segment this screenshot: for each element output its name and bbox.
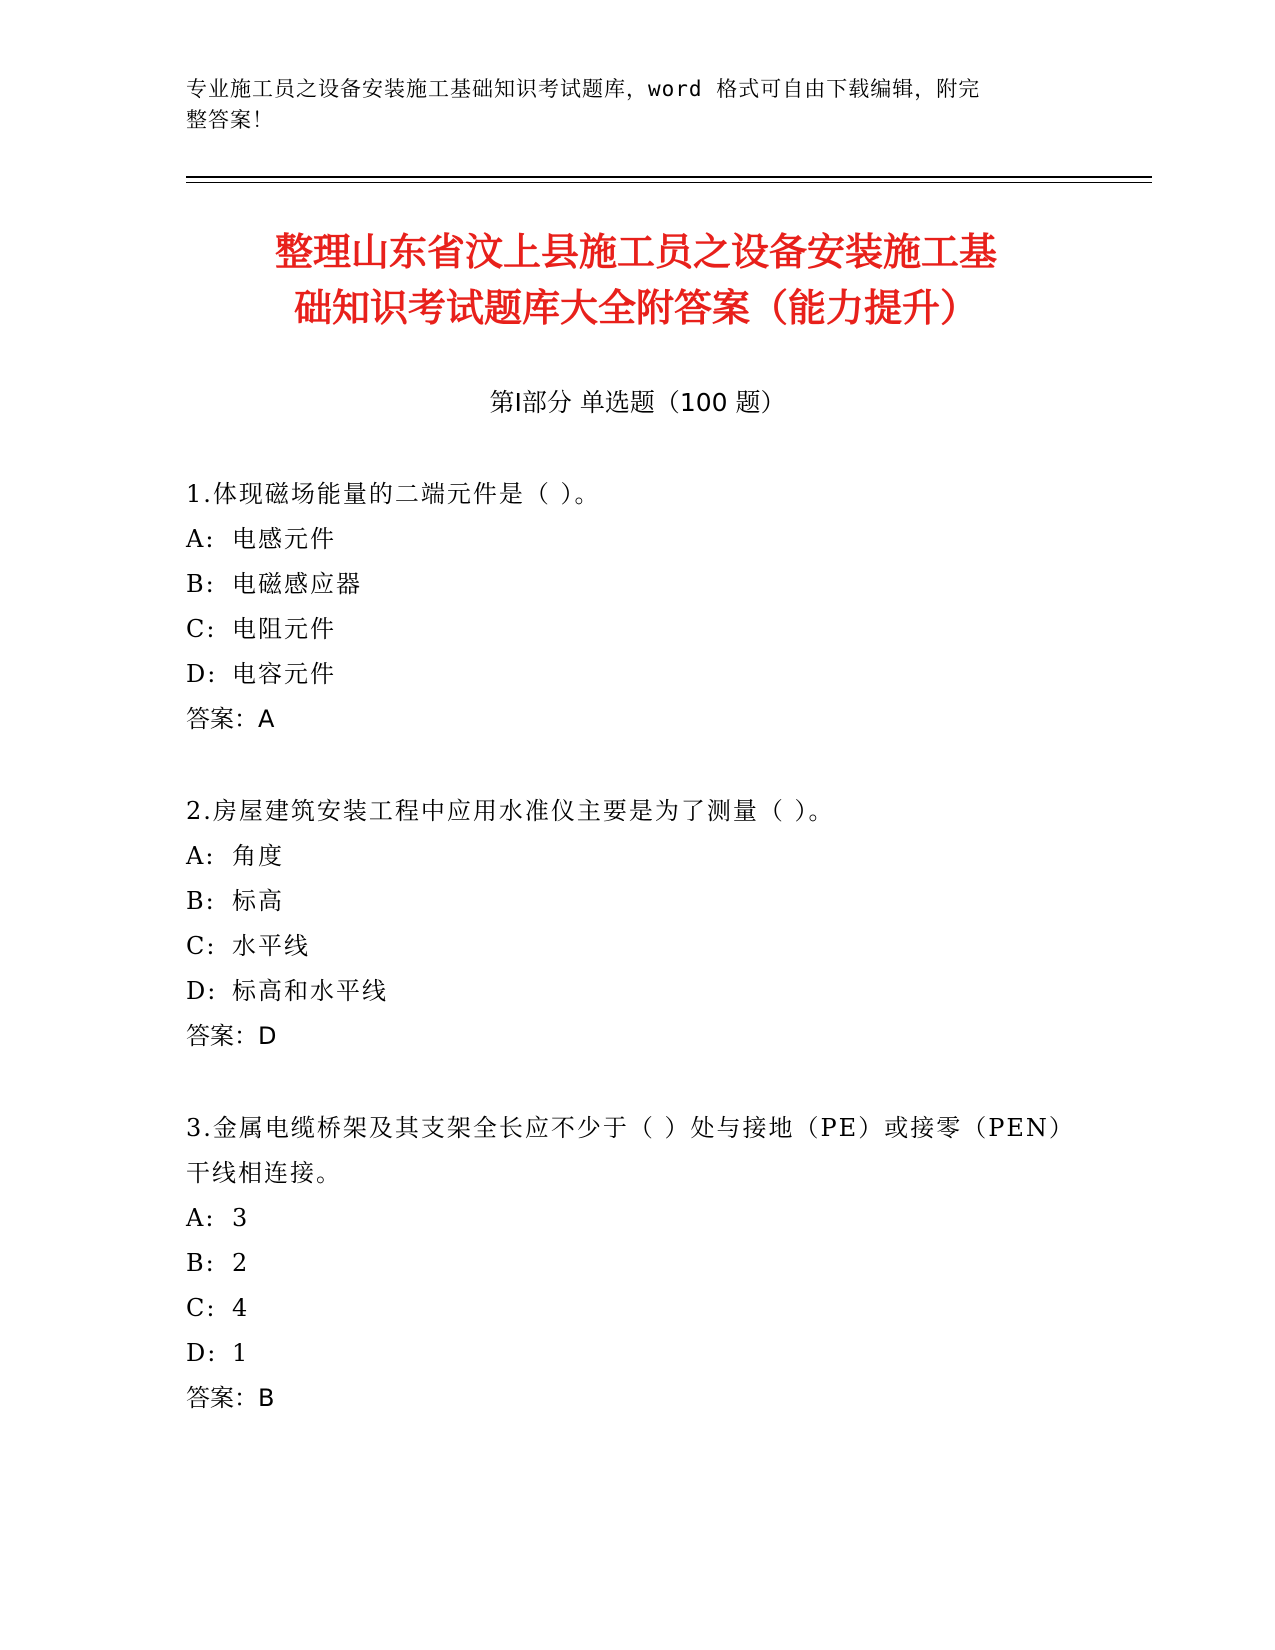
option-text: 4 [232, 1294, 250, 1322]
option-d [186, 969, 1086, 1014]
option-c [186, 924, 1086, 969]
header-divider-thin [186, 182, 1152, 183]
option-letter: B: [186, 1249, 216, 1277]
document-title-line1: 整理山东省汶上县施工员之设备安装施工基 [274, 230, 997, 274]
option-letter: C: [186, 1294, 217, 1322]
option-d [186, 652, 1086, 697]
option-letter: B: [186, 570, 216, 598]
document-title [186, 224, 1086, 336]
option-a [186, 1196, 1086, 1241]
option-c [186, 1286, 1086, 1331]
option-b [186, 562, 1086, 607]
option-text: 角度 [232, 842, 284, 870]
question-stem: 1.体现磁场能量的二端元件是（ ）。 [186, 480, 601, 508]
question-2 [186, 789, 1086, 1059]
option-c [186, 607, 1086, 652]
option-text: 水平线 [232, 932, 310, 960]
header-divider-thick [186, 176, 1152, 178]
answer-line: 答案：A [186, 705, 275, 733]
option-letter: D: [186, 1339, 218, 1367]
option-text: 3 [232, 1204, 250, 1232]
option-letter: D: [186, 660, 218, 688]
option-b [186, 879, 1086, 924]
option-letter: C: [186, 932, 217, 960]
answer-line: 答案：D [186, 1022, 277, 1050]
option-letter: A: [186, 525, 216, 553]
section-title: 第Ⅰ部分 单选题（100 题） [489, 388, 786, 417]
option-text: 电磁感应器 [232, 570, 362, 598]
question-1 [186, 472, 1086, 742]
option-letter: D: [186, 977, 218, 1005]
header-note-line1: 专业施工员之设备安装施工基础知识考试题库，word 格式可自由下载编辑，附完 [186, 77, 981, 101]
option-letter: A: [186, 1204, 216, 1232]
option-a [186, 517, 1086, 562]
document-title-line2: 础知识考试题库大全附答案（能力提升） [293, 286, 978, 330]
option-letter: A: [186, 842, 216, 870]
option-text: 1 [232, 1339, 250, 1367]
header-note [186, 74, 1066, 136]
option-text: 电阻元件 [232, 615, 336, 643]
question-list [186, 472, 1086, 1468]
option-text: 电容元件 [232, 660, 336, 688]
option-b [186, 1241, 1086, 1286]
option-text: 标高 [232, 887, 284, 915]
option-a [186, 834, 1086, 879]
question-stem: 2.房屋建筑安装工程中应用水准仪主要是为了测量（ ）。 [186, 797, 835, 825]
option-letter: C: [186, 615, 217, 643]
option-letter: B: [186, 887, 216, 915]
header-note-line2: 整答案！ [186, 108, 274, 132]
question-stem: 3.金属电缆桥架及其支架全长应不少于（ ）处与接地（PE）或接零（PEN）干线相连接。 [186, 1114, 1075, 1187]
option-d [186, 1331, 1086, 1376]
question-3 [186, 1106, 1086, 1421]
answer-line: 答案：B [186, 1384, 275, 1412]
option-text: 电感元件 [232, 525, 336, 553]
option-text: 2 [232, 1249, 250, 1277]
option-text: 标高和水平线 [232, 977, 388, 1005]
